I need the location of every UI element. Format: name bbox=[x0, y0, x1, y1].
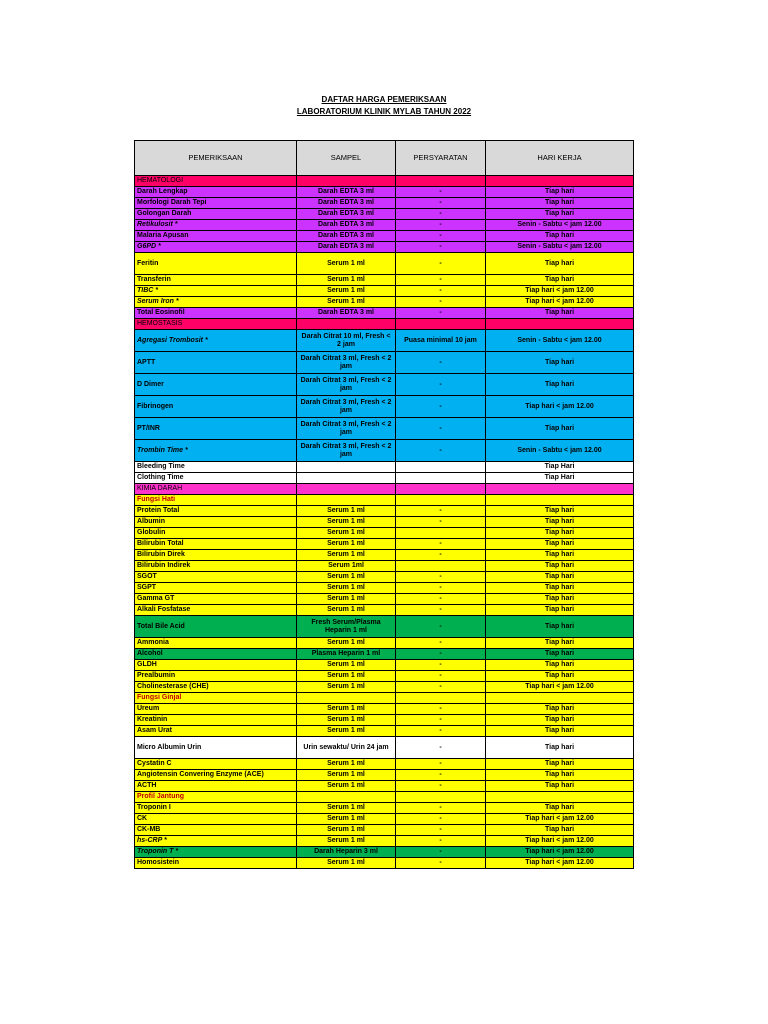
sampel-cell: Serum 1 ml bbox=[297, 704, 396, 715]
sampel-cell: Serum 1 ml bbox=[297, 814, 396, 825]
table-row bbox=[135, 550, 634, 561]
hari-kerja-cell bbox=[486, 484, 634, 495]
table-row bbox=[135, 517, 634, 528]
sampel-cell: Serum 1 ml bbox=[297, 770, 396, 781]
table-row bbox=[135, 220, 634, 231]
sampel-cell: Serum 1 ml bbox=[297, 286, 396, 297]
persyaratan-cell: - bbox=[396, 759, 486, 770]
hari-kerja-cell: Tiap hari bbox=[486, 583, 634, 594]
pemeriksaan-cell: Ureum bbox=[135, 704, 297, 715]
hari-kerja-cell: Tiap hari bbox=[486, 539, 634, 550]
pemeriksaan-cell: Globulin bbox=[135, 528, 297, 539]
pemeriksaan-cell: Cystatin C bbox=[135, 759, 297, 770]
pemeriksaan-cell: Total Bile Acid bbox=[135, 616, 297, 638]
pemeriksaan-cell: Agregasi Trombosit * bbox=[135, 330, 297, 352]
pemeriksaan-cell: Feritin bbox=[135, 253, 297, 275]
pemeriksaan-cell: HEMATOLOGI bbox=[135, 176, 297, 187]
sampel-cell: Serum 1 ml bbox=[297, 583, 396, 594]
pemeriksaan-cell: Troponin I bbox=[135, 803, 297, 814]
pemeriksaan-cell: D Dimer bbox=[135, 374, 297, 396]
pemeriksaan-cell: Angiotensin Convering Enzyme (ACE) bbox=[135, 770, 297, 781]
sampel-cell: Darah EDTA 3 ml bbox=[297, 231, 396, 242]
sampel-cell: Serum 1 ml bbox=[297, 726, 396, 737]
table-row bbox=[135, 704, 634, 715]
pemeriksaan-cell: Morfologi Darah Tepi bbox=[135, 198, 297, 209]
pemeriksaan-cell: Fibrinogen bbox=[135, 396, 297, 418]
sampel-cell: Darah EDTA 3 ml bbox=[297, 308, 396, 319]
persyaratan-cell bbox=[396, 319, 486, 330]
hari-kerja-cell: Tiap hari bbox=[486, 506, 634, 517]
table-row bbox=[135, 253, 634, 275]
persyaratan-cell: - bbox=[396, 814, 486, 825]
persyaratan-cell bbox=[396, 561, 486, 572]
persyaratan-cell bbox=[396, 792, 486, 803]
column-header-hari-kerja: HARI KERJA bbox=[486, 141, 634, 176]
hari-kerja-cell: Tiap hari bbox=[486, 374, 634, 396]
hari-kerja-cell: Tiap hari bbox=[486, 198, 634, 209]
table-header-row bbox=[135, 141, 634, 176]
hari-kerja-cell: Tiap hari < jam 12.00 bbox=[486, 396, 634, 418]
persyaratan-cell: - bbox=[396, 506, 486, 517]
hari-kerja-cell: Tiap hari bbox=[486, 572, 634, 583]
table-row bbox=[135, 561, 634, 572]
hari-kerja-cell: Tiap hari bbox=[486, 231, 634, 242]
pemeriksaan-cell: Bilirubin Total bbox=[135, 539, 297, 550]
table-row bbox=[135, 275, 634, 286]
hari-kerja-cell: Tiap hari bbox=[486, 770, 634, 781]
persyaratan-cell bbox=[396, 462, 486, 473]
column-header-persyaratan: PERSYARATAN bbox=[396, 141, 486, 176]
persyaratan-cell: - bbox=[396, 352, 486, 374]
sampel-cell: Serum 1 ml bbox=[297, 594, 396, 605]
pemeriksaan-cell: Transferin bbox=[135, 275, 297, 286]
table-row bbox=[135, 770, 634, 781]
table-row bbox=[135, 682, 634, 693]
hari-kerja-cell: Tiap hari bbox=[486, 759, 634, 770]
table-row bbox=[135, 825, 634, 836]
hari-kerja-cell: Tiap hari bbox=[486, 418, 634, 440]
persyaratan-cell bbox=[396, 484, 486, 495]
sampel-cell: Fresh Serum/Plasma Heparin 1 ml bbox=[297, 616, 396, 638]
pemeriksaan-cell: Trombin Time * bbox=[135, 440, 297, 462]
pemeriksaan-cell: Gamma GT bbox=[135, 594, 297, 605]
sampel-cell bbox=[297, 319, 396, 330]
table-row bbox=[135, 715, 634, 726]
sampel-cell: Serum 1 ml bbox=[297, 605, 396, 616]
pemeriksaan-cell: Bleeding Time bbox=[135, 462, 297, 473]
persyaratan-cell: - bbox=[396, 638, 486, 649]
hari-kerja-cell: Tiap hari bbox=[486, 187, 634, 198]
persyaratan-cell: - bbox=[396, 803, 486, 814]
pemeriksaan-cell: Fungsi Hati bbox=[135, 495, 297, 506]
table-row bbox=[135, 583, 634, 594]
hari-kerja-cell: Tiap Hari bbox=[486, 462, 634, 473]
persyaratan-cell: - bbox=[396, 825, 486, 836]
hari-kerja-cell: Tiap hari bbox=[486, 781, 634, 792]
table-row bbox=[135, 209, 634, 220]
pemeriksaan-cell: CK bbox=[135, 814, 297, 825]
sampel-cell: Serum 1 ml bbox=[297, 836, 396, 847]
hari-kerja-cell: Senin - Sabtu < jam 12.00 bbox=[486, 242, 634, 253]
pemeriksaan-cell: PT/INR bbox=[135, 418, 297, 440]
pemeriksaan-cell: Bilirubin Direk bbox=[135, 550, 297, 561]
table-row bbox=[135, 594, 634, 605]
subcategory-row bbox=[135, 495, 634, 506]
sampel-cell: Serum 1 ml bbox=[297, 253, 396, 275]
pemeriksaan-cell: TIBC * bbox=[135, 286, 297, 297]
hari-kerja-cell: Tiap hari bbox=[486, 715, 634, 726]
sampel-cell: Serum 1 ml bbox=[297, 275, 396, 286]
persyaratan-cell: - bbox=[396, 726, 486, 737]
hari-kerja-cell: Tiap hari bbox=[486, 726, 634, 737]
sampel-cell bbox=[297, 473, 396, 484]
hari-kerja-cell: Tiap hari bbox=[486, 209, 634, 220]
persyaratan-cell: - bbox=[396, 539, 486, 550]
persyaratan-cell: - bbox=[396, 253, 486, 275]
pemeriksaan-cell: APTT bbox=[135, 352, 297, 374]
pemeriksaan-cell: CK-MB bbox=[135, 825, 297, 836]
pemeriksaan-cell: Alcohol bbox=[135, 649, 297, 660]
table-row bbox=[135, 187, 634, 198]
hari-kerja-cell: Tiap hari < jam 12.00 bbox=[486, 858, 634, 869]
persyaratan-cell: - bbox=[396, 308, 486, 319]
persyaratan-cell: - bbox=[396, 715, 486, 726]
sampel-cell: Serum 1 ml bbox=[297, 825, 396, 836]
persyaratan-cell: - bbox=[396, 418, 486, 440]
table-row bbox=[135, 814, 634, 825]
pemeriksaan-cell: Retikulosit * bbox=[135, 220, 297, 231]
table-row bbox=[135, 605, 634, 616]
table-row bbox=[135, 858, 634, 869]
pemeriksaan-cell: Alkali Fosfatase bbox=[135, 605, 297, 616]
persyaratan-cell: - bbox=[396, 616, 486, 638]
hari-kerja-cell: Tiap hari bbox=[486, 660, 634, 671]
persyaratan-cell: - bbox=[396, 374, 486, 396]
hari-kerja-cell: Tiap hari bbox=[486, 308, 634, 319]
table-row bbox=[135, 759, 634, 770]
persyaratan-cell: - bbox=[396, 275, 486, 286]
pemeriksaan-cell: Total Eosinofil bbox=[135, 308, 297, 319]
sampel-cell bbox=[297, 176, 396, 187]
pemeriksaan-cell: G6PD * bbox=[135, 242, 297, 253]
pemeriksaan-cell: ACTH bbox=[135, 781, 297, 792]
hari-kerja-cell: Tiap hari bbox=[486, 528, 634, 539]
persyaratan-cell: - bbox=[396, 242, 486, 253]
sampel-cell bbox=[297, 462, 396, 473]
sampel-cell: Plasma Heparin 1 ml bbox=[297, 649, 396, 660]
hari-kerja-cell: Tiap hari bbox=[486, 704, 634, 715]
table-body bbox=[135, 176, 634, 869]
hari-kerja-cell bbox=[486, 693, 634, 704]
persyaratan-cell: - bbox=[396, 517, 486, 528]
pemeriksaan-cell: GLDH bbox=[135, 660, 297, 671]
pemeriksaan-cell: Clothing Time bbox=[135, 473, 297, 484]
sampel-cell: Darah Citrat 3 ml, Fresh < 2 jam bbox=[297, 396, 396, 418]
persyaratan-cell: - bbox=[396, 660, 486, 671]
persyaratan-cell: - bbox=[396, 572, 486, 583]
persyaratan-cell: - bbox=[396, 847, 486, 858]
hari-kerja-cell bbox=[486, 792, 634, 803]
persyaratan-cell: - bbox=[396, 198, 486, 209]
persyaratan-cell: - bbox=[396, 550, 486, 561]
persyaratan-cell: - bbox=[396, 671, 486, 682]
pemeriksaan-cell: hs-CRP * bbox=[135, 836, 297, 847]
sampel-cell: Darah EDTA 3 ml bbox=[297, 209, 396, 220]
table-row bbox=[135, 396, 634, 418]
column-header-sampel: SAMPEL bbox=[297, 141, 396, 176]
hari-kerja-cell bbox=[486, 495, 634, 506]
persyaratan-cell: - bbox=[396, 583, 486, 594]
pemeriksaan-cell: Golongan Darah bbox=[135, 209, 297, 220]
table-row bbox=[135, 462, 634, 473]
sampel-cell: Darah EDTA 3 ml bbox=[297, 220, 396, 231]
sampel-cell: Darah EDTA 3 ml bbox=[297, 242, 396, 253]
persyaratan-cell: - bbox=[396, 396, 486, 418]
pemeriksaan-cell: Protein Total bbox=[135, 506, 297, 517]
hari-kerja-cell: Tiap hari bbox=[486, 825, 634, 836]
pemeriksaan-cell: Darah Lengkap bbox=[135, 187, 297, 198]
pemeriksaan-cell: Albumin bbox=[135, 517, 297, 528]
document-title-block bbox=[0, 94, 768, 118]
sampel-cell: Serum 1 ml bbox=[297, 803, 396, 814]
hari-kerja-cell: Tiap hari bbox=[486, 649, 634, 660]
hari-kerja-cell: Tiap hari bbox=[486, 561, 634, 572]
hari-kerja-cell: Tiap hari < jam 12.00 bbox=[486, 297, 634, 308]
pemeriksaan-cell: KIMIA DARAH bbox=[135, 484, 297, 495]
hari-kerja-cell: Tiap hari < jam 12.00 bbox=[486, 286, 634, 297]
sampel-cell: Darah EDTA 3 ml bbox=[297, 187, 396, 198]
table-row bbox=[135, 671, 634, 682]
hari-kerja-cell: Senin - Sabtu < jam 12.00 bbox=[486, 330, 634, 352]
pemeriksaan-cell: Serum Iron * bbox=[135, 297, 297, 308]
table-row bbox=[135, 836, 634, 847]
hari-kerja-cell: Tiap hari bbox=[486, 594, 634, 605]
sampel-cell: Serum 1 ml bbox=[297, 506, 396, 517]
sampel-cell: Darah Citrat 10 ml, Fresh < 2 jam bbox=[297, 330, 396, 352]
table-row bbox=[135, 616, 634, 638]
table-row bbox=[135, 198, 634, 209]
persyaratan-cell: - bbox=[396, 858, 486, 869]
sampel-cell: Serum 1 ml bbox=[297, 297, 396, 308]
document-title: DAFTAR HARGA PEMERIKSAAN bbox=[321, 95, 447, 104]
persyaratan-cell bbox=[396, 473, 486, 484]
table-row bbox=[135, 649, 634, 660]
column-header-pemeriksaan: PEMERIKSAAN bbox=[135, 141, 297, 176]
table-row bbox=[135, 781, 634, 792]
sampel-cell: Serum 1 ml bbox=[297, 660, 396, 671]
hari-kerja-cell: Tiap hari bbox=[486, 638, 634, 649]
sampel-cell bbox=[297, 693, 396, 704]
hari-kerja-cell: Tiap hari < jam 12.00 bbox=[486, 847, 634, 858]
table-row bbox=[135, 473, 634, 484]
table-row bbox=[135, 440, 634, 462]
sampel-cell: Darah Citrat 3 ml, Fresh < 2 jam bbox=[297, 374, 396, 396]
sampel-cell bbox=[297, 792, 396, 803]
hari-kerja-cell: Tiap hari bbox=[486, 737, 634, 759]
hari-kerja-cell: Tiap hari bbox=[486, 253, 634, 275]
pemeriksaan-cell: Ammonia bbox=[135, 638, 297, 649]
table-row bbox=[135, 638, 634, 649]
persyaratan-cell: - bbox=[396, 220, 486, 231]
pemeriksaan-cell: Fungsi Ginjal bbox=[135, 693, 297, 704]
table-row bbox=[135, 847, 634, 858]
persyaratan-cell: - bbox=[396, 649, 486, 660]
persyaratan-cell: - bbox=[396, 594, 486, 605]
persyaratan-cell: - bbox=[396, 187, 486, 198]
persyaratan-cell: - bbox=[396, 682, 486, 693]
table-row bbox=[135, 572, 634, 583]
persyaratan-cell: - bbox=[396, 781, 486, 792]
persyaratan-cell: - bbox=[396, 836, 486, 847]
hari-kerja-cell: Tiap hari < jam 12.00 bbox=[486, 836, 634, 847]
sampel-cell: Urin sewaktu/ Urin 24 jam bbox=[297, 737, 396, 759]
table-row bbox=[135, 506, 634, 517]
hari-kerja-cell: Tiap hari bbox=[486, 605, 634, 616]
table-row bbox=[135, 803, 634, 814]
table-row bbox=[135, 726, 634, 737]
table-row bbox=[135, 297, 634, 308]
pemeriksaan-cell: Asam Urat bbox=[135, 726, 297, 737]
subcategory-row bbox=[135, 792, 634, 803]
pemeriksaan-cell: Micro Albumin Urin bbox=[135, 737, 297, 759]
pemeriksaan-cell: Bilirubin Indirek bbox=[135, 561, 297, 572]
pemeriksaan-cell: Troponin T * bbox=[135, 847, 297, 858]
sampel-cell: Serum 1 ml bbox=[297, 539, 396, 550]
persyaratan-cell: - bbox=[396, 737, 486, 759]
persyaratan-cell: - bbox=[396, 770, 486, 781]
price-table bbox=[134, 140, 634, 869]
persyaratan-cell: - bbox=[396, 440, 486, 462]
pemeriksaan-cell: Cholinesterase (CHE) bbox=[135, 682, 297, 693]
persyaratan-cell: - bbox=[396, 286, 486, 297]
table-row bbox=[135, 231, 634, 242]
hari-kerja-cell: Tiap Hari bbox=[486, 473, 634, 484]
pemeriksaan-cell: Prealbumin bbox=[135, 671, 297, 682]
pemeriksaan-cell: Malaria Apusan bbox=[135, 231, 297, 242]
pemeriksaan-cell: Profil Jantung bbox=[135, 792, 297, 803]
persyaratan-cell: - bbox=[396, 297, 486, 308]
sampel-cell: Serum 1 ml bbox=[297, 638, 396, 649]
hari-kerja-cell: Tiap hari < jam 12.00 bbox=[486, 682, 634, 693]
hari-kerja-cell: Senin - Sabtu < jam 12.00 bbox=[486, 440, 634, 462]
sampel-cell: Serum 1 ml bbox=[297, 671, 396, 682]
table-row bbox=[135, 308, 634, 319]
category-row bbox=[135, 176, 634, 187]
pemeriksaan-cell: SGPT bbox=[135, 583, 297, 594]
sampel-cell: Serum 1 ml bbox=[297, 715, 396, 726]
sampel-cell: Serum 1 ml bbox=[297, 858, 396, 869]
table-row bbox=[135, 352, 634, 374]
sampel-cell: Darah Citrat 3 ml, Fresh < 2 jam bbox=[297, 352, 396, 374]
sampel-cell: Serum 1 ml bbox=[297, 781, 396, 792]
table-row bbox=[135, 539, 634, 550]
table-row bbox=[135, 528, 634, 539]
table-row bbox=[135, 286, 634, 297]
hari-kerja-cell: Tiap hari bbox=[486, 352, 634, 374]
persyaratan-cell: - bbox=[396, 209, 486, 220]
sampel-cell: Serum 1ml bbox=[297, 561, 396, 572]
hari-kerja-cell: Tiap hari bbox=[486, 517, 634, 528]
persyaratan-cell: Puasa minimal 10 jam bbox=[396, 330, 486, 352]
subcategory-row bbox=[135, 693, 634, 704]
sampel-cell: Serum 1 ml bbox=[297, 572, 396, 583]
sampel-cell: Serum 1 ml bbox=[297, 528, 396, 539]
hari-kerja-cell bbox=[486, 319, 634, 330]
hari-kerja-cell: Tiap hari < jam 12.00 bbox=[486, 814, 634, 825]
persyaratan-cell bbox=[396, 495, 486, 506]
hari-kerja-cell: Tiap hari bbox=[486, 803, 634, 814]
pemeriksaan-cell: Kreatinin bbox=[135, 715, 297, 726]
persyaratan-cell bbox=[396, 176, 486, 187]
hari-kerja-cell: Tiap hari bbox=[486, 550, 634, 561]
hari-kerja-cell bbox=[486, 176, 634, 187]
sampel-cell: Darah Citrat 3 ml, Fresh < 2 jam bbox=[297, 418, 396, 440]
persyaratan-cell bbox=[396, 693, 486, 704]
sampel-cell: Darah EDTA 3 ml bbox=[297, 198, 396, 209]
hari-kerja-cell: Tiap hari bbox=[486, 671, 634, 682]
table-row bbox=[135, 330, 634, 352]
persyaratan-cell: - bbox=[396, 231, 486, 242]
table-row bbox=[135, 418, 634, 440]
pemeriksaan-cell: HEMOSTASIS bbox=[135, 319, 297, 330]
category-row bbox=[135, 484, 634, 495]
persyaratan-cell bbox=[396, 528, 486, 539]
hari-kerja-cell: Tiap hari bbox=[486, 275, 634, 286]
table-row bbox=[135, 374, 634, 396]
sampel-cell: Serum 1 ml bbox=[297, 517, 396, 528]
sampel-cell: Darah Citrat 3 ml, Fresh < 2 jam bbox=[297, 440, 396, 462]
table-row bbox=[135, 660, 634, 671]
sampel-cell bbox=[297, 484, 396, 495]
hari-kerja-cell: Tiap hari bbox=[486, 616, 634, 638]
sampel-cell: Serum 1 ml bbox=[297, 550, 396, 561]
table-row bbox=[135, 242, 634, 253]
sampel-cell: Darah Heparin 3 ml bbox=[297, 847, 396, 858]
persyaratan-cell: - bbox=[396, 704, 486, 715]
sampel-cell: Serum 1 ml bbox=[297, 682, 396, 693]
pemeriksaan-cell: Homosistein bbox=[135, 858, 297, 869]
table-row bbox=[135, 737, 634, 759]
pemeriksaan-cell: SGOT bbox=[135, 572, 297, 583]
document-subtitle: LABORATORIUM KLINIK MYLAB TAHUN 2022 bbox=[296, 107, 472, 116]
sampel-cell bbox=[297, 495, 396, 506]
persyaratan-cell: - bbox=[396, 605, 486, 616]
sampel-cell: Serum 1 ml bbox=[297, 759, 396, 770]
hari-kerja-cell: Senin - Sabtu < jam 12.00 bbox=[486, 220, 634, 231]
category-row bbox=[135, 319, 634, 330]
